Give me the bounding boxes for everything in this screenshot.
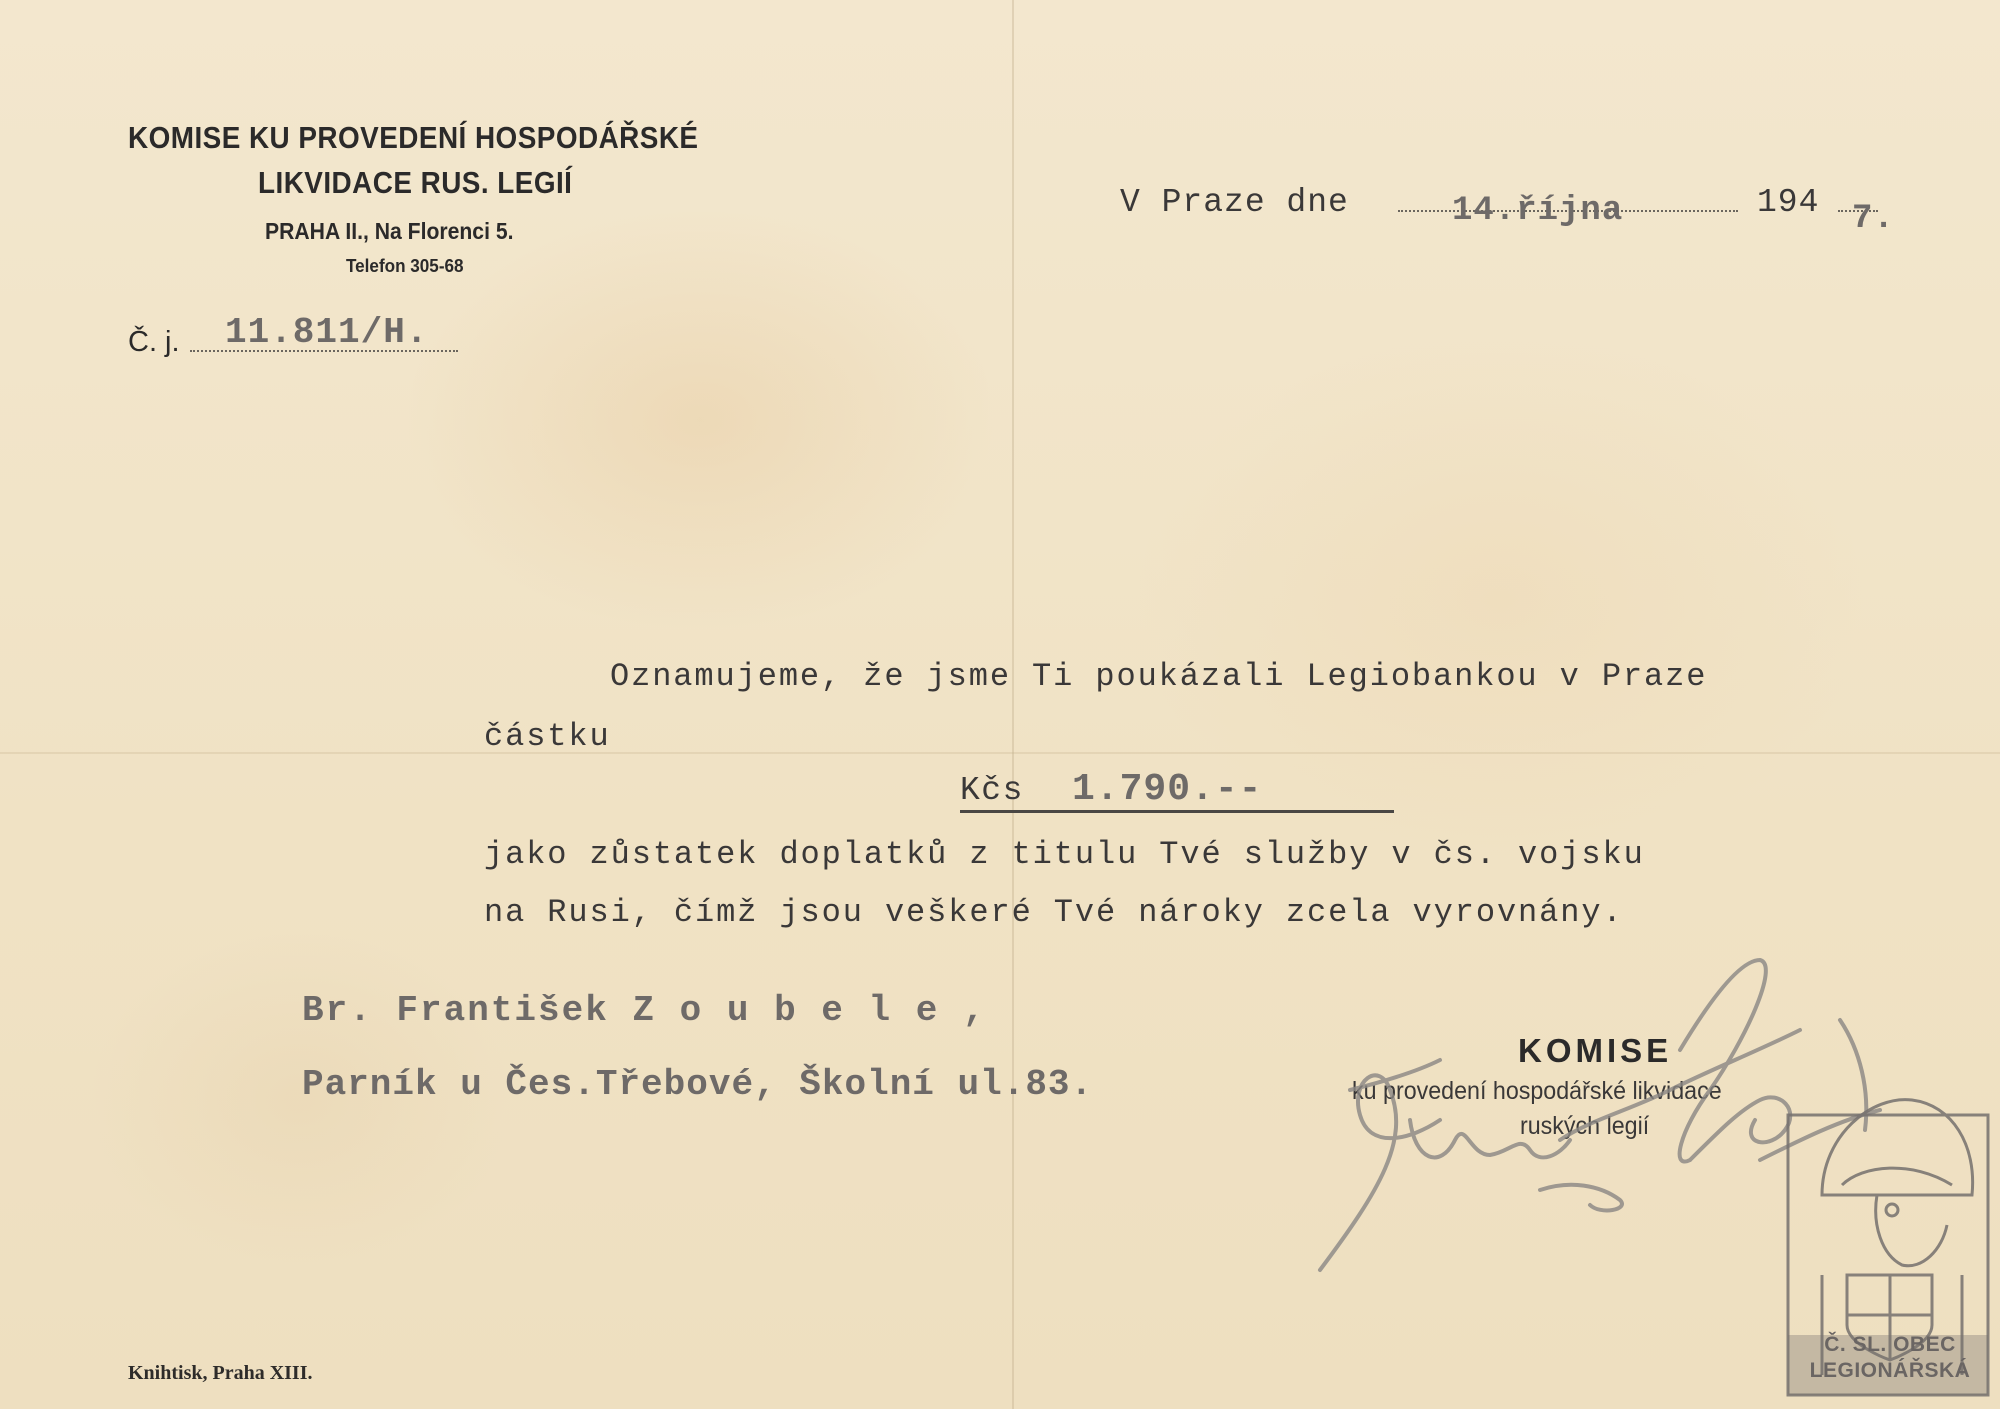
watermark-line-1: Č. SL. OBEC xyxy=(1824,1333,1956,1356)
letterhead-line-2: LIKVIDACE RUS. LEGIÍ xyxy=(258,165,573,200)
body-line-2: částku xyxy=(484,718,611,755)
paper-fold-vertical xyxy=(1012,0,1014,1409)
body-line-1: Oznamujeme, že jsme Ti poukázali Legiobankou v Praze xyxy=(610,658,1708,695)
amount-value: 1.790.-- xyxy=(1072,768,1263,811)
letterhead-address: PRAHA II., Na Florenci 5. xyxy=(265,218,514,244)
body-line-3: jako zůstatek doplatků z titulu Tvé služby v čs. vojsku xyxy=(484,836,1645,873)
date-day-month: 14.října xyxy=(1452,192,1624,230)
signature-block-title: KOMISE xyxy=(1518,1032,1673,1069)
date-label: V Praze dne xyxy=(1120,184,1349,221)
printer-imprint: Knihtisk, Praha XIII. xyxy=(128,1362,313,1384)
amount-currency: Kčs xyxy=(960,772,1024,809)
recipient-name: Br. František Z o u b e l e , xyxy=(302,990,987,1031)
amount-underline xyxy=(960,810,1394,813)
reference-number: 11.811/H. xyxy=(225,312,429,353)
date-year-prefix: 194 xyxy=(1757,184,1820,221)
reference-label: Č. j. xyxy=(128,326,180,358)
recipient-address: Parník u Čes.Třebové, Školní ul.83. xyxy=(302,1064,1094,1105)
paper-fold-horizontal xyxy=(0,752,2000,754)
body-line-4: na Rusi, čímž jsou veškeré Tvé nároky zcela vyrovnány. xyxy=(484,894,1624,931)
letterhead-phone: Telefon 305-68 xyxy=(346,256,464,276)
date-year-digit: 7. xyxy=(1852,200,1895,238)
signature-block-line-3: ruských legií xyxy=(1520,1112,1650,1140)
signature-block-line-2: ku provedení hospodářské likvidace xyxy=(1352,1077,1722,1105)
letterhead-line-1: KOMISE KU PROVEDENÍ HOSPODÁŘSKÉ xyxy=(128,120,699,155)
watermark-line-2: LEGIONÁŘSKÁ xyxy=(1809,1359,1971,1382)
